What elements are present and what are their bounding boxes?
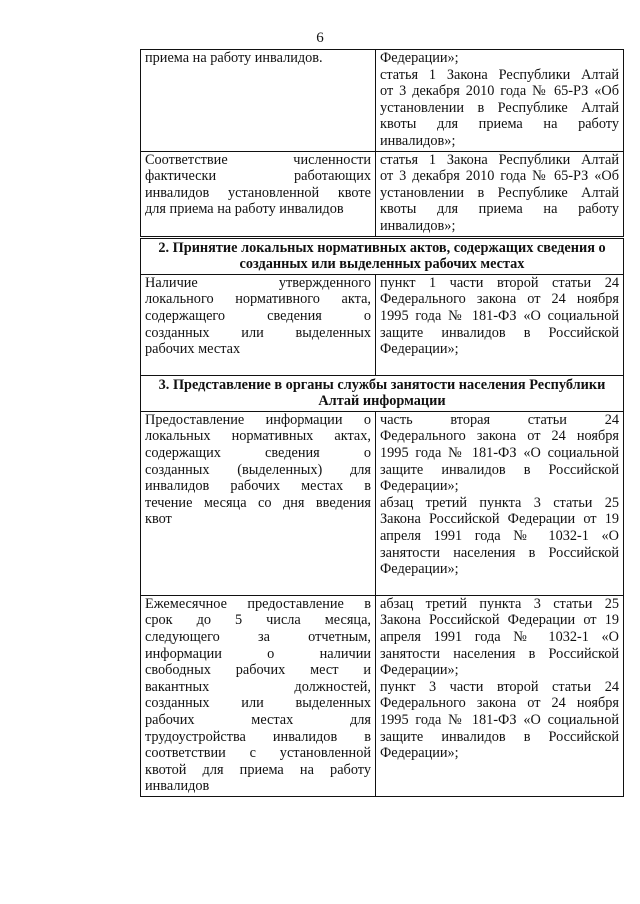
requirement-cell: Наличие утвержденного локального нормативного акта, содержащего сведения о созданных или выделенных рабочих местах <box>141 274 376 375</box>
requirement-cell: приема на работу инвалидов. <box>141 50 376 152</box>
table-row <box>141 274 624 375</box>
table-row <box>141 595 624 796</box>
section-row <box>141 375 624 411</box>
legal-basis-cell: часть вторая статьи 24 Федерального закона от 24 ноября 1995 года № 181-ФЗ «О социальной защите инвалидов в Российской Федерации»; абзац третий пункта 3 статьи 25 Закона Российской Федерации от 19 апреля 1991 года № 1032-1 «О занятости населения в Российской Федерации»; <box>376 411 624 595</box>
section-row <box>141 237 624 274</box>
legal-basis-cell: пункт 1 части второй статьи 24 Федерального закона от 24 ноября 1995 года № 181-ФЗ «О социальной защите инвалидов в Российской Федерации»; <box>376 274 624 375</box>
section-heading: 3. Представление в органы службы занятости населения Республики Алтай информации <box>141 375 624 411</box>
section-heading: 2. Принятие локальных нормативных актов, содержащих сведения о созданных или выделенных рабочих местах <box>141 237 624 274</box>
legal-basis-cell: статья 1 Закона Республики Алтай от 3 декабря 2010 года № 65-РЗ «Об установлении в Республике Алтай квоты для приема на работу инвалидов»; <box>376 151 624 237</box>
requirement-cell: Соответствие численности фактически работающих инвалидов установленной квоте для приема на работу инвалидов <box>141 151 376 237</box>
requirement-cell: Предоставление информации о локальных нормативных актах, содержащих сведения о созданных (выделенных) для инвалидов рабочих местах в течение месяца со дня введения квот <box>141 411 376 595</box>
table-row <box>141 411 624 595</box>
legal-basis-cell: Федерации»; статья 1 Закона Республики Алтай от 3 декабря 2010 года № 65-РЗ «Об установлении в Республике Алтай квоты для приема на работу инвалидов»; <box>376 50 624 152</box>
table-row <box>141 50 624 152</box>
page-number: 6 <box>316 30 324 46</box>
legal-basis-cell: абзац третий пункта 3 статьи 25 Закона Российской Федерации от 19 апреля 1991 года № 1032-1 «О занятости населения в Российской Федерации»; пункт 3 части второй статьи 24 Федерального закона от 24 ноября 1995 года № 181-ФЗ «О социальной защите инвалидов в Российской Федерации»; <box>376 595 624 796</box>
requirement-cell: Ежемесячное предоставление в срок до 5 числа месяца, следующего за отчетным, информации о наличии свободных рабочих мест и вакантных должностей, созданных или выделенных рабочих местах для трудоустройства инвалидов в соответствии с установленной квотой для приема на работу инвалидов <box>141 595 376 796</box>
table-row <box>141 151 624 237</box>
requirements-table <box>140 49 624 797</box>
